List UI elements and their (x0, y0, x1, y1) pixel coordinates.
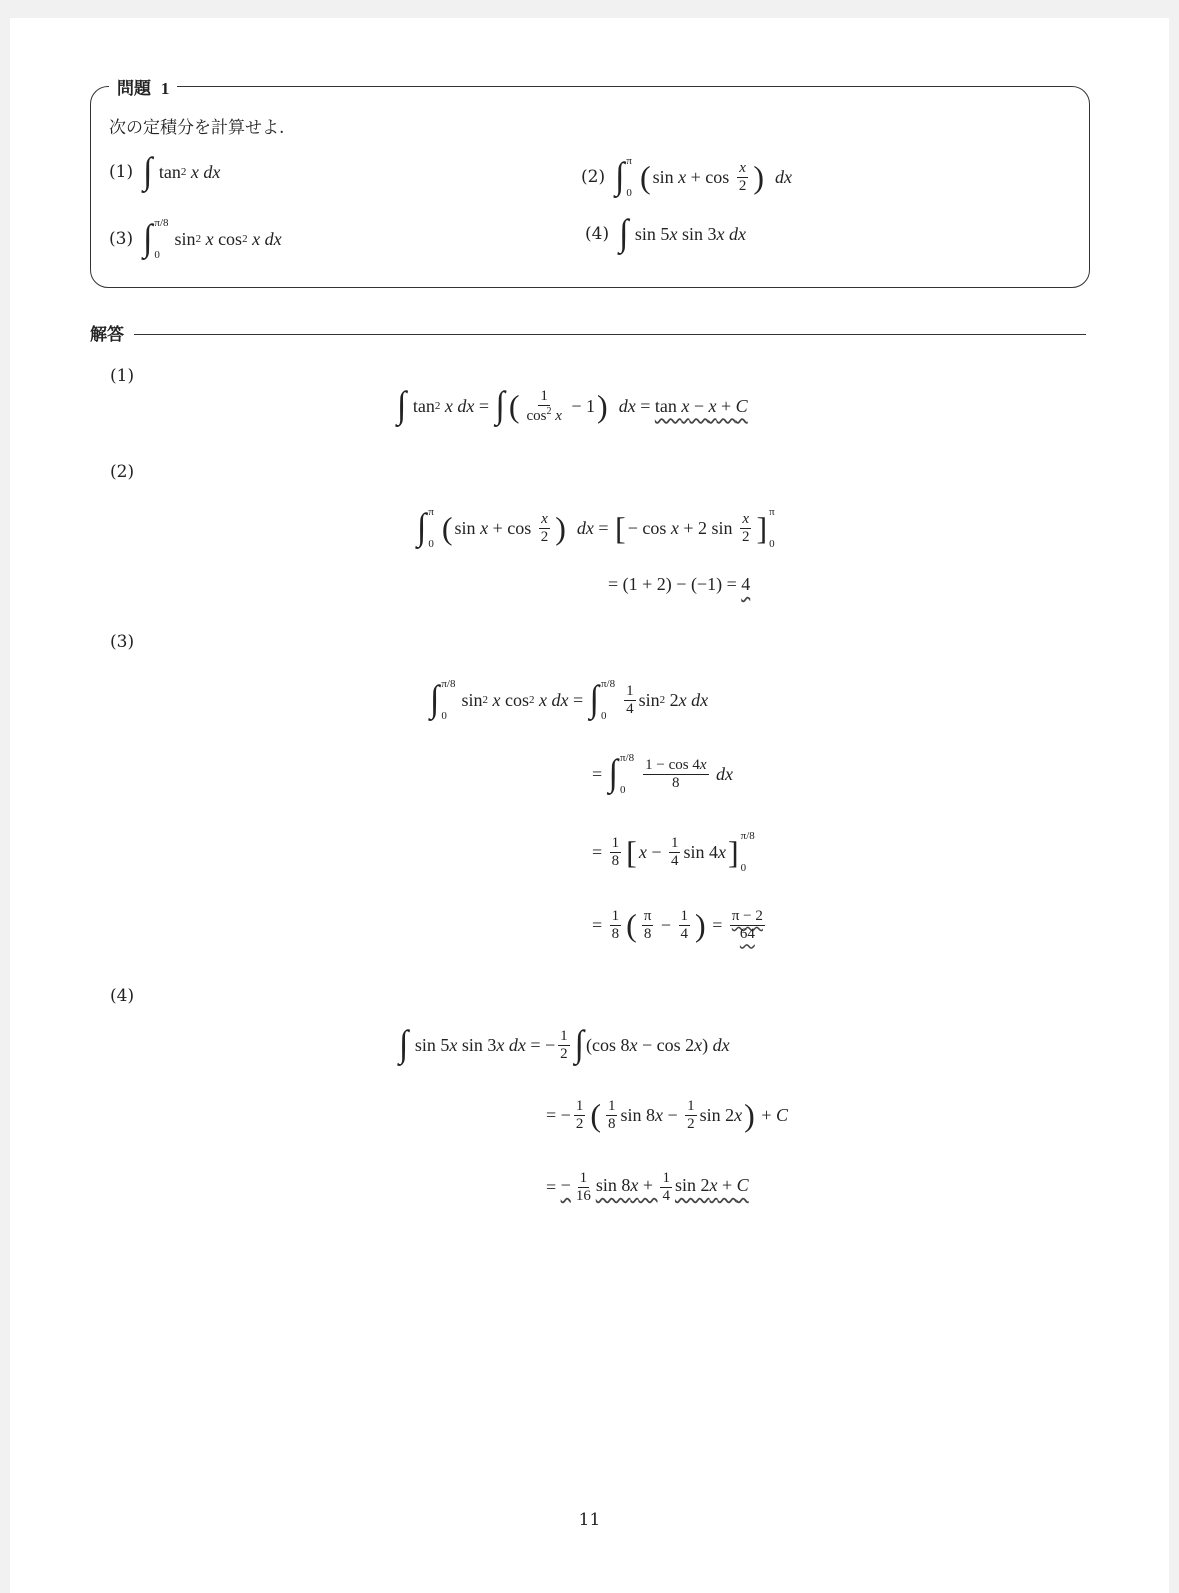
problem-expression-3: ∫ π/8 0 sin 2 x cos 2 x dx (143, 217, 282, 261)
problem-title-text: 問題 (117, 79, 151, 99)
problem-item-label: (4) (585, 224, 610, 244)
problem-item-4 (585, 213, 746, 254)
problem-expression-1: ∫ tan 2 x dx (143, 151, 221, 192)
answer-heading-rule (134, 334, 1086, 335)
problem-expression-2: ∫ π 0 ( sin x + cos $\frac{x}{2}$ ) dx (615, 155, 792, 199)
page-number: 11 (578, 1510, 601, 1530)
problem-item-2 (581, 155, 792, 199)
answer-4-equation-line1: ∫ sin 5 x sin 3 x dx = − $\frac{1}{2}$ ∫ (cos 8 x − cos 2 x ) dx (399, 1024, 730, 1065)
answer-part-label: (1) (110, 366, 135, 386)
answer-part-label: (4) (110, 986, 135, 1006)
answer-1-equation: ∫ tan 2 x dx = ∫ ( $\frac{1}{\cos^2 x}$ − 1 ) dx = tan x − x + C (397, 385, 748, 426)
answer-2-equation-line2: = (1 + 2) − (−1) = 4 (608, 574, 751, 594)
problem-number: 1 (160, 79, 170, 98)
problem-box (90, 79, 1090, 288)
answer-3-equation-line2: = ∫ π/8 0 $\frac{1 - \cos 4x}{8}$ dx (592, 752, 733, 796)
problem-instruction: 次の定積分を計算せよ. (109, 118, 285, 138)
problem-item-3 (109, 217, 282, 261)
problem-expression-4: ∫ sin 5 x sin 3 x dx (619, 213, 746, 254)
answer-4-equation-line3: = − $\frac{1}{16}$ sin 8x + $\frac{1}{4}$ sin 2x + C (546, 1170, 749, 1204)
problem-item-label: (3) (109, 229, 134, 249)
problem-item-1 (109, 151, 221, 192)
problem-item-label: (1) (109, 162, 134, 182)
document-page (10, 18, 1169, 1593)
answer-3-equation-line4: = $\frac{1}{8}$ ( $\frac{\pi}{8}$ − $\frac{1}{4}$ ) = $\frac{\pi - 2}{64}$ (592, 907, 763, 943)
answer-heading (90, 320, 1086, 345)
answer-2-equation-line1: ∫ π 0 ( sin x + cos $\frac{x}{2}$ ) dx = [ − cos x + 2 sin $\frac{x}{2}$ ] π 0 (417, 506, 775, 550)
answer-4-equation-line2: = − $\frac{1}{2}$ ( $\frac{1}{8}$ sin 8 x − $\frac{1}{2}$ sin 2 x ) + C (546, 1097, 788, 1133)
answer-part-label: (2) (110, 462, 135, 482)
problem-title (109, 74, 177, 99)
answer-3-equation-line3: = $\frac{1}{8}$ [ x − $\frac{1}{4}$ sin 4 x ] π/8 0 (592, 830, 755, 874)
problem-item-label: (2) (581, 167, 606, 187)
answer-part-label: (3) (110, 632, 135, 652)
answer-heading-text: 解答 (90, 325, 124, 345)
answer-3-equation-line1: ∫ π/8 0 sin 2 x cos 2 x dx = ∫ π/8 0 $\frac{1}{4}$ sin 2 2 x dx (430, 678, 709, 722)
